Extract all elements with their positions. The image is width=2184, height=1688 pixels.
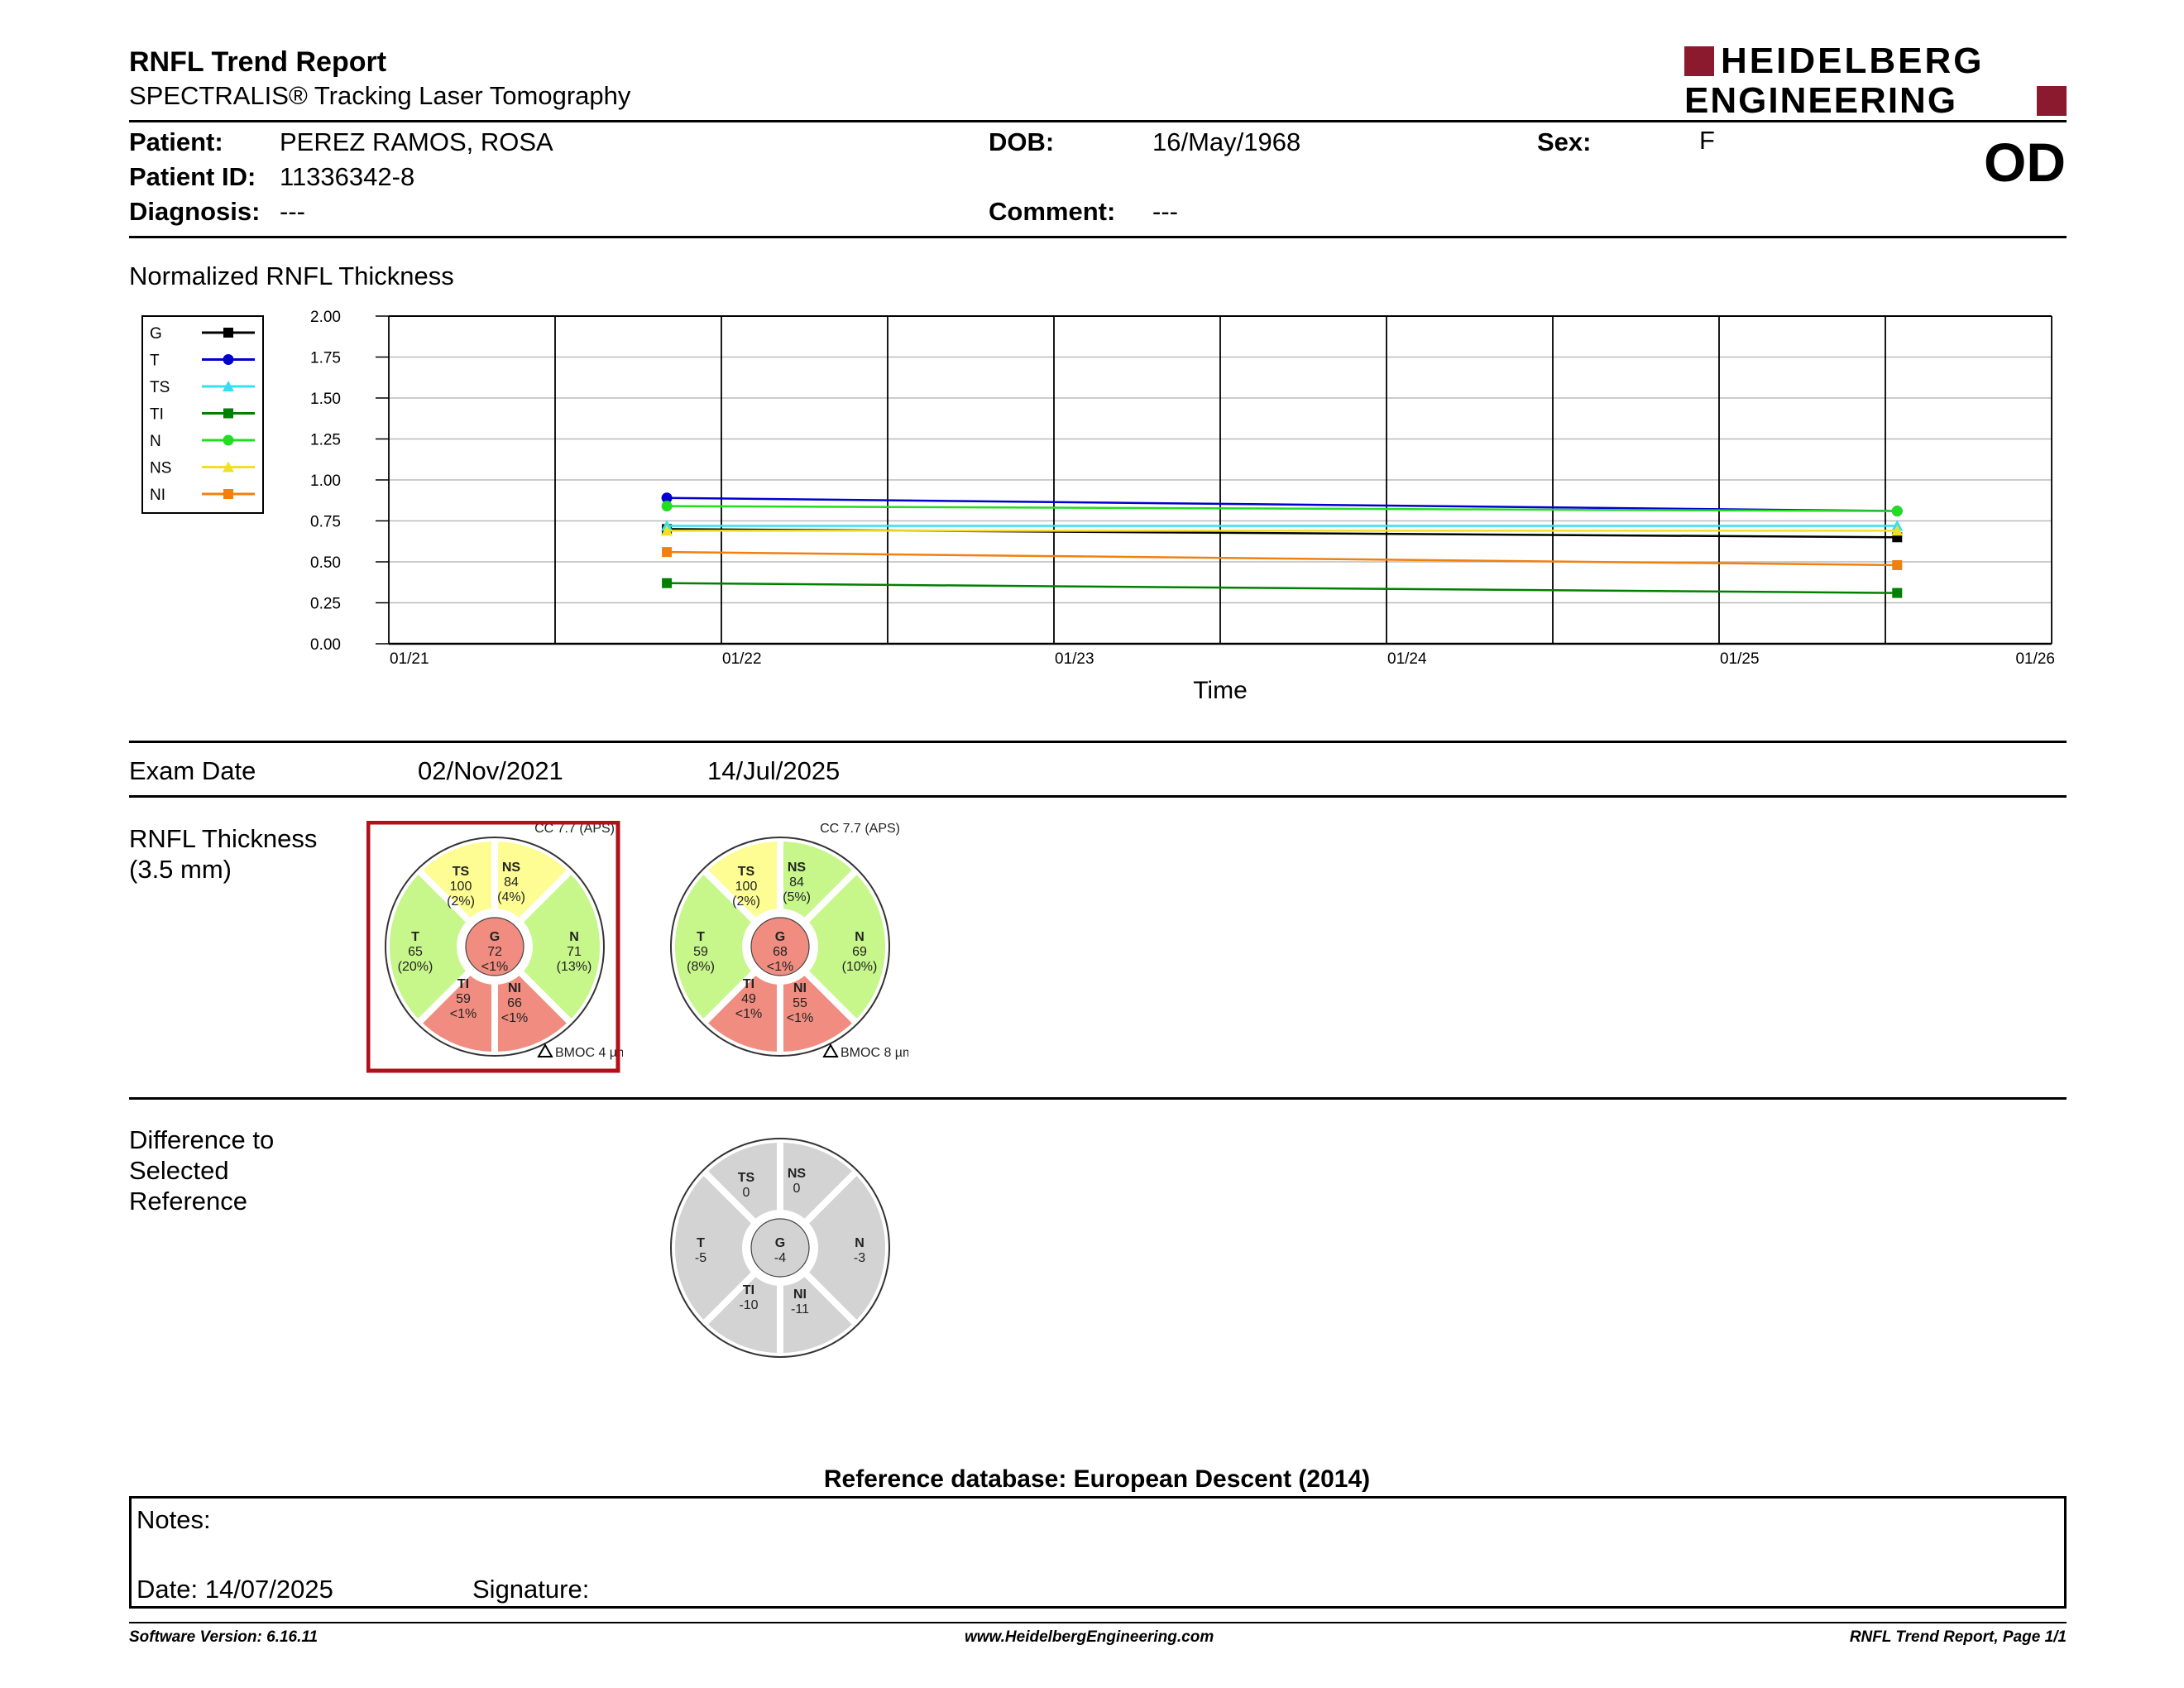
- eye-label: OD: [1984, 132, 2066, 193]
- difference-sector-chart: [652, 1122, 908, 1374]
- x-tick-label: 01/22: [722, 650, 762, 668]
- reference-database: Reference database: European Descent (2014): [823, 1465, 1371, 1493]
- heidelberg-logo: [1684, 41, 2067, 121]
- legend-marker-t: [223, 354, 234, 365]
- sector-label-n: [854, 1236, 865, 1265]
- rnfl-thickness-subheading: (3.5 mm): [129, 855, 232, 884]
- sector-text-ns-1: 84: [789, 875, 804, 890]
- sector-text-n-2: (10%): [841, 960, 878, 974]
- series-t: [662, 492, 1903, 516]
- website-link[interactable]: www.HeidelbergEngineering.com: [965, 1628, 1214, 1646]
- sector-text-t-1: 65: [408, 945, 423, 959]
- sector-text-ti-2: <1%: [735, 1007, 763, 1021]
- legend-marker-n: [223, 435, 234, 446]
- dob-value: 16/May/1968: [1152, 127, 1301, 156]
- trend-heading: Normalized RNFL Thickness: [129, 261, 454, 290]
- rnfl-sector-chart-2: [652, 821, 908, 1073]
- report-title: RNFL Trend Report: [129, 46, 387, 78]
- series-ti: [662, 578, 1902, 598]
- sector-text-ns-1: 0: [793, 1182, 801, 1196]
- trend-chart: [129, 298, 2065, 712]
- sector-text-g-2: <1%: [481, 960, 509, 974]
- sector-text-n-2: (13%): [556, 960, 592, 974]
- sector-text-g-1: 72: [487, 945, 502, 959]
- sector-label-g: [774, 1236, 786, 1265]
- patient-name: PEREZ RAMOS, ROSA: [280, 127, 553, 156]
- sector-text-g-0: G: [489, 930, 500, 944]
- y-tick-label: 1.00: [310, 472, 341, 490]
- y-tick-label: 0.75: [310, 513, 341, 531]
- sector-text-ns-2: (4%): [497, 890, 525, 904]
- sector-text-ti-0: TI: [457, 977, 470, 991]
- sector-text-ts-0: TS: [737, 1171, 755, 1185]
- bmoc-label: [539, 1045, 623, 1060]
- logo-line2: ENGINEERING: [1684, 80, 1958, 121]
- report-subtitle: SPECTRALIS® Tracking Laser Tomography: [129, 81, 631, 110]
- rnfl-exam-2[interactable]: [652, 821, 908, 1077]
- legend-label-ni: NI: [150, 487, 165, 504]
- y-tick-label: 1.50: [310, 391, 341, 408]
- rnfl-exam-1[interactable]: [366, 821, 623, 1077]
- legend-label-g: G: [150, 325, 162, 343]
- sector-text-ni-1: 55: [793, 996, 807, 1010]
- logo-line1: HEIDELBERG: [1721, 41, 1985, 81]
- sector-text-g-0: G: [774, 1236, 786, 1250]
- sector-text-t-2: (20%): [397, 960, 433, 974]
- data-point-ti-1: [1892, 588, 1902, 598]
- legend-marker-g: [223, 328, 233, 338]
- diagnosis-label: Diagnosis:: [129, 197, 261, 226]
- sector-text-ns-2: (5%): [783, 890, 811, 904]
- sector-text-n-0: N: [855, 930, 864, 944]
- sector-text-t-1: -5: [694, 1251, 707, 1265]
- sector-text-g-2: <1%: [766, 960, 794, 974]
- sector-text-ns-1: 84: [504, 875, 519, 890]
- sector-text-ns-0: NS: [501, 861, 521, 875]
- sector-text-ti-0: TI: [742, 977, 755, 991]
- sector-text-ti-1: -10: [739, 1298, 759, 1312]
- signature-label: Signature:: [472, 1575, 590, 1604]
- sector-text-ts-2: (2%): [447, 894, 475, 909]
- sector-text-t-0: T: [697, 930, 705, 944]
- legend-label-ti: TI: [150, 405, 164, 424]
- sector-text-n-0: N: [855, 1236, 864, 1250]
- software-version: Software Version: 6.16.11: [129, 1628, 318, 1646]
- bmoc-text: BMOC 4 µm: [555, 1046, 623, 1060]
- sector-text-ns-0: NS: [787, 1167, 807, 1181]
- data-point-n-0: [662, 501, 673, 511]
- sector-label-ni: [791, 1288, 809, 1316]
- data-point-ti-0: [662, 578, 672, 588]
- sector-text-ni-0: NI: [508, 981, 521, 995]
- sector-text-g-1: 68: [773, 945, 788, 959]
- series-ts: [661, 520, 1903, 530]
- sector-text-ts-1: 100: [735, 880, 758, 894]
- sector-text-ni-1: -11: [791, 1302, 809, 1316]
- y-tick-label: 0.50: [310, 554, 341, 572]
- series-ni: [662, 547, 1902, 570]
- sector-text-ts-2: (2%): [732, 894, 760, 909]
- patient-id: 11336342-8: [280, 162, 415, 191]
- patient-name-label: Patient:: [129, 127, 223, 156]
- sector-text-ts-1: 0: [742, 1186, 750, 1200]
- diagnosis-value: ---: [280, 197, 305, 226]
- sector-text-ti-1: 49: [741, 992, 756, 1006]
- sector-text-ni-0: NI: [793, 981, 807, 995]
- sector-text-ts-0: TS: [737, 865, 755, 879]
- legend-label-ts: TS: [150, 379, 170, 396]
- sector-text-ni-2: <1%: [786, 1011, 814, 1025]
- cc-label: CC 7.7 (APS): [820, 822, 900, 836]
- series-line-ti: [667, 583, 1897, 593]
- y-tick-label: 1.25: [310, 431, 341, 449]
- legend-marker-ti: [223, 409, 233, 419]
- sex-value: F: [1699, 126, 1715, 155]
- y-tick-label: 1.75: [310, 349, 341, 367]
- bmoc-label: [824, 1045, 908, 1060]
- sector-text-n-1: -3: [853, 1251, 866, 1265]
- legend-label-n: N: [150, 433, 161, 450]
- cc-label: CC 7.7 (APS): [534, 822, 615, 836]
- sector-text-ni-1: 66: [507, 996, 522, 1010]
- exam-date-1: 02/Nov/2021: [418, 756, 563, 785]
- difference-heading-2: Selected: [129, 1156, 229, 1185]
- difference-heading-3: Reference: [129, 1187, 248, 1216]
- sector-text-ts-1: 100: [449, 880, 472, 894]
- sector-text-t-0: T: [697, 1236, 705, 1250]
- y-tick-label: 0.00: [310, 636, 341, 654]
- x-axis-label: Time: [1193, 677, 1248, 704]
- y-tick-label: 2.00: [310, 309, 341, 326]
- legend-label-ns: NS: [150, 459, 172, 477]
- y-tick-label: 0.25: [310, 595, 341, 613]
- data-point-n-1: [1892, 506, 1903, 516]
- difference-heading-1: Difference to: [129, 1125, 275, 1154]
- patient-id-label: Patient ID:: [129, 162, 256, 191]
- series-line-ni: [667, 552, 1897, 565]
- x-tick-label: 01/21: [390, 650, 429, 668]
- x-tick-label: 01/24: [1387, 650, 1427, 668]
- sector-text-g-0: G: [774, 930, 786, 944]
- sector-text-t-0: T: [411, 930, 419, 944]
- trend-legend: [142, 316, 263, 513]
- sector-text-ns-0: NS: [787, 861, 807, 875]
- difference-chart: [652, 1122, 908, 1379]
- x-tick-label: 01/23: [1055, 650, 1094, 668]
- exam-date-2: 14/Jul/2025: [707, 756, 841, 785]
- x-tick-label: 01/26: [2015, 650, 2055, 668]
- sector-text-ti-0: TI: [742, 1283, 755, 1297]
- data-point-ni-0: [662, 547, 672, 557]
- notes-date: Date: 14/07/2025: [136, 1575, 333, 1604]
- notes-box[interactable]: [129, 1496, 2067, 1609]
- sector-text-n-1: 69: [852, 945, 867, 959]
- sex-label: Sex:: [1537, 127, 1592, 156]
- sector-text-t-1: 59: [693, 945, 708, 959]
- legend-marker-ni: [223, 489, 233, 499]
- sector-text-n-0: N: [569, 930, 579, 944]
- rnfl-sector-chart-1: [366, 821, 623, 1073]
- sector-text-ti-2: <1%: [449, 1007, 477, 1021]
- exam-date-label: Exam Date: [129, 756, 256, 785]
- legend-label-t: T: [150, 352, 160, 370]
- notes-label: Notes:: [136, 1505, 211, 1534]
- sector-text-g-1: -4: [774, 1251, 787, 1265]
- dob-label: DOB:: [989, 127, 1055, 156]
- comment-label: Comment:: [989, 197, 1116, 226]
- sector-text-ni-0: NI: [793, 1288, 807, 1302]
- bmoc-text: BMOC 8 µm: [841, 1046, 908, 1060]
- sector-text-t-2: (8%): [687, 960, 715, 974]
- page-number: RNFL Trend Report, Page 1/1: [1849, 1628, 2067, 1646]
- rnfl-thickness-heading: RNFL Thickness: [129, 824, 318, 853]
- sector-text-ti-1: 59: [456, 992, 471, 1006]
- sector-text-n-1: 71: [567, 945, 582, 959]
- sector-text-ts-0: TS: [452, 865, 470, 879]
- trend-chart-svg: [129, 298, 2065, 712]
- sector-text-ni-2: <1%: [500, 1011, 529, 1025]
- x-tick-label: 01/25: [1720, 650, 1760, 668]
- data-point-ni-1: [1892, 560, 1902, 570]
- comment-value: ---: [1152, 197, 1178, 226]
